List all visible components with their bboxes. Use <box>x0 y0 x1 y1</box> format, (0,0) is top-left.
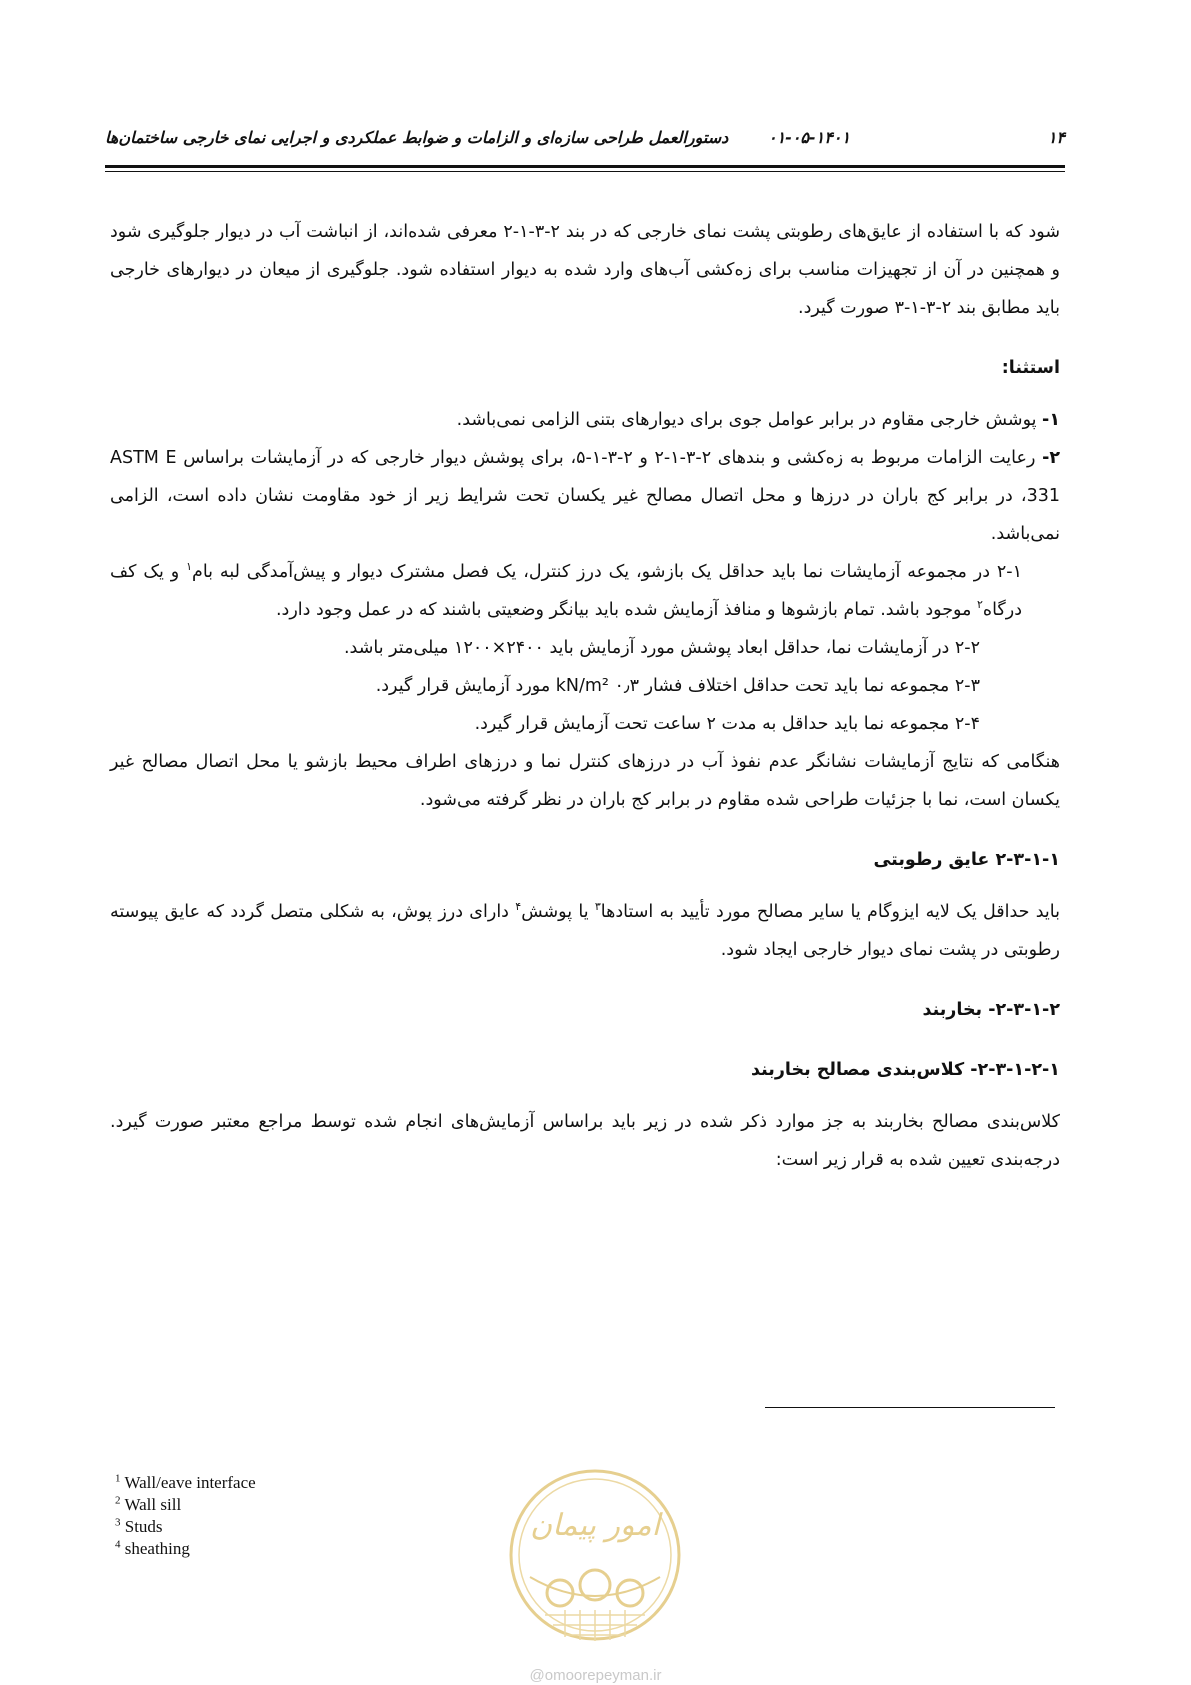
heading-moisture-barrier: ۲-۳-۱-۱ عایق رطوبتی <box>873 850 1060 870</box>
exception-2 <box>110 439 1060 553</box>
seal-text: امور پیمان <box>530 1508 660 1543</box>
condition-2-1-text-a: ۲-۱ در مجموعه آزمایشات نما باید حداقل یک بازشو، یک درز کنترل، یک فصل مشترک دیوار و پیش‌آمدگی لبه بام <box>192 562 1022 582</box>
exception-1 <box>110 401 1060 439</box>
page-header <box>105 128 1065 154</box>
heading-vapor-classification: ۲-۳-۱-۲-۱- کلاس‌بندی مصالح بخاربند <box>751 1060 1060 1080</box>
watermark-seal <box>505 1465 685 1665</box>
footnote-3: $^3$ Studs <box>115 1516 163 1536</box>
document-title: دستورالعمل طراحی سازه‌ای و الزامات و ضوابط عملکردی و اجرایی نمای خارجی ساختمان‌ها <box>105 128 729 147</box>
exception-2-text: رعایت الزامات مربوط به زه‌کشی و بندهای ۲-۳-۱-۲ و ۲-۳-۱-۵، برای پوشش دیوار خارجی که در آزمایشات براساس ASTM E 331، در برابر کج باران در درزها و محل اتصال مصالح غیر یکسان تحت شرایط زیر از خود مقاومت نشان داده است، الزامی نمی‌باشد. <box>110 448 1060 544</box>
exception-1-text: پوشش خارجی مقاوم در برابر عوامل جوی برای دیوارهای بتنی الزامی نمی‌باشد. <box>456 410 1043 430</box>
condition-2-3: ۲-۳ مجموعه نما باید تحت حداقل اختلاف فشار kN/m² ۰٫۳ مورد آزمایش قرار گیرد. <box>375 676 980 696</box>
footnote-ref-3: ۳ <box>594 900 601 914</box>
page-number: ۱۴ <box>1047 128 1065 147</box>
moisture-text-c: دارای درز پوش، به شکلی متصل گردد که عایق پیوسته رطوبتی در پشت نمای دیوار خارجی ایجاد شود. <box>110 902 1060 960</box>
header-rule-thin <box>105 171 1065 172</box>
footnote-ref-2: ۲ <box>977 598 983 612</box>
condition-2-4: ۲-۴ مجموعه نما باید حداقل به مدت ۲ ساعت تحت آزمایش قرار گیرد. <box>474 714 980 734</box>
exception-heading: استثنا: <box>1001 358 1060 378</box>
page-body <box>110 213 1060 1179</box>
footnote-2: $^2$ Wall sill <box>115 1494 182 1514</box>
footnote-1: $^1$ Wall/eave interface <box>115 1472 256 1492</box>
vapor-classification-paragraph: کلاس‌بندی مصالح بخاربند به جز موارد ذکر شده در زیر باید براساس آزمایش‌های انجام شده توسط مراجع معتبر صورت گیرد. درجه‌بندی تعیین شده به قرار زیر است: <box>110 1112 1060 1170</box>
conclusion-paragraph: هنگامی که نتایج آزمایشات نشانگر عدم نفوذ آب در درزهای کنترل نما و درزهای اطراف محیط بازشو یا محل اتصال مصالح غیر یکسان است، نما با جزئیات طراحی شده مقاوم در برابر کج باران در نظر گرفته می‌شود. <box>110 752 1060 810</box>
moisture-text-a: باید حداقل یک لایه ایزوگام یا سایر مصالح مورد تأیید به استادها <box>600 902 1061 922</box>
footnote-ref-4: ۴ <box>515 900 522 914</box>
footnotes <box>115 1472 256 1560</box>
condition-2-1-text-b: و یک کف درگاه <box>110 562 1022 620</box>
intro-paragraph: شود که با استفاده از عایق‌های رطوبتی پشت نمای خارجی که در بند ۲-۳-۱-۲ معرفی شده‌اند، از انباشت آب در دیوار جلوگیری شود و همچنین در آن از تجهیزات مناسب برای زه‌کشی آب‌های وارد شده به دیوار استفاده شود. جلوگیری از میعان در دیوارهای خارجی باید مطابق بند ۲-۳-۱-۳ صورت گیرد. <box>110 222 1060 318</box>
heading-vapor-barrier: ۲-۳-۱-۲- بخاربند <box>922 1000 1060 1020</box>
header-rule-thick <box>105 165 1065 168</box>
footnote-ref-1: ۱ <box>186 560 193 574</box>
moisture-text-b: یا پوشش <box>521 902 595 922</box>
condition-2-2: ۲-۲ در آزمایشات نما، حداقل ابعاد پوشش مورد آزمایش باید ۲۴۰۰×۱۲۰۰ میلی‌متر باشد. <box>343 638 980 658</box>
seal-logo-icon <box>505 1465 685 1665</box>
footnote-4: $^4$ sheathing <box>115 1538 190 1558</box>
condition-2-1 <box>110 553 1060 629</box>
moisture-paragraph <box>110 893 1060 969</box>
exception-2-number: ۲- <box>1042 448 1061 468</box>
header-date: ۰۱-۰۵-۱۴۰۱ <box>768 128 851 147</box>
watermark-handle: @omoorepeyman.ir <box>529 1667 662 1684</box>
condition-2-1-text-c: موجود باشد. تمام بازشوها و منافذ آزمایش شده باید بیانگر وضعیتی باشند که در عمل وجود دارد. <box>275 600 977 620</box>
exception-1-number: ۱- <box>1042 410 1060 430</box>
footnote-rule <box>765 1407 1055 1408</box>
